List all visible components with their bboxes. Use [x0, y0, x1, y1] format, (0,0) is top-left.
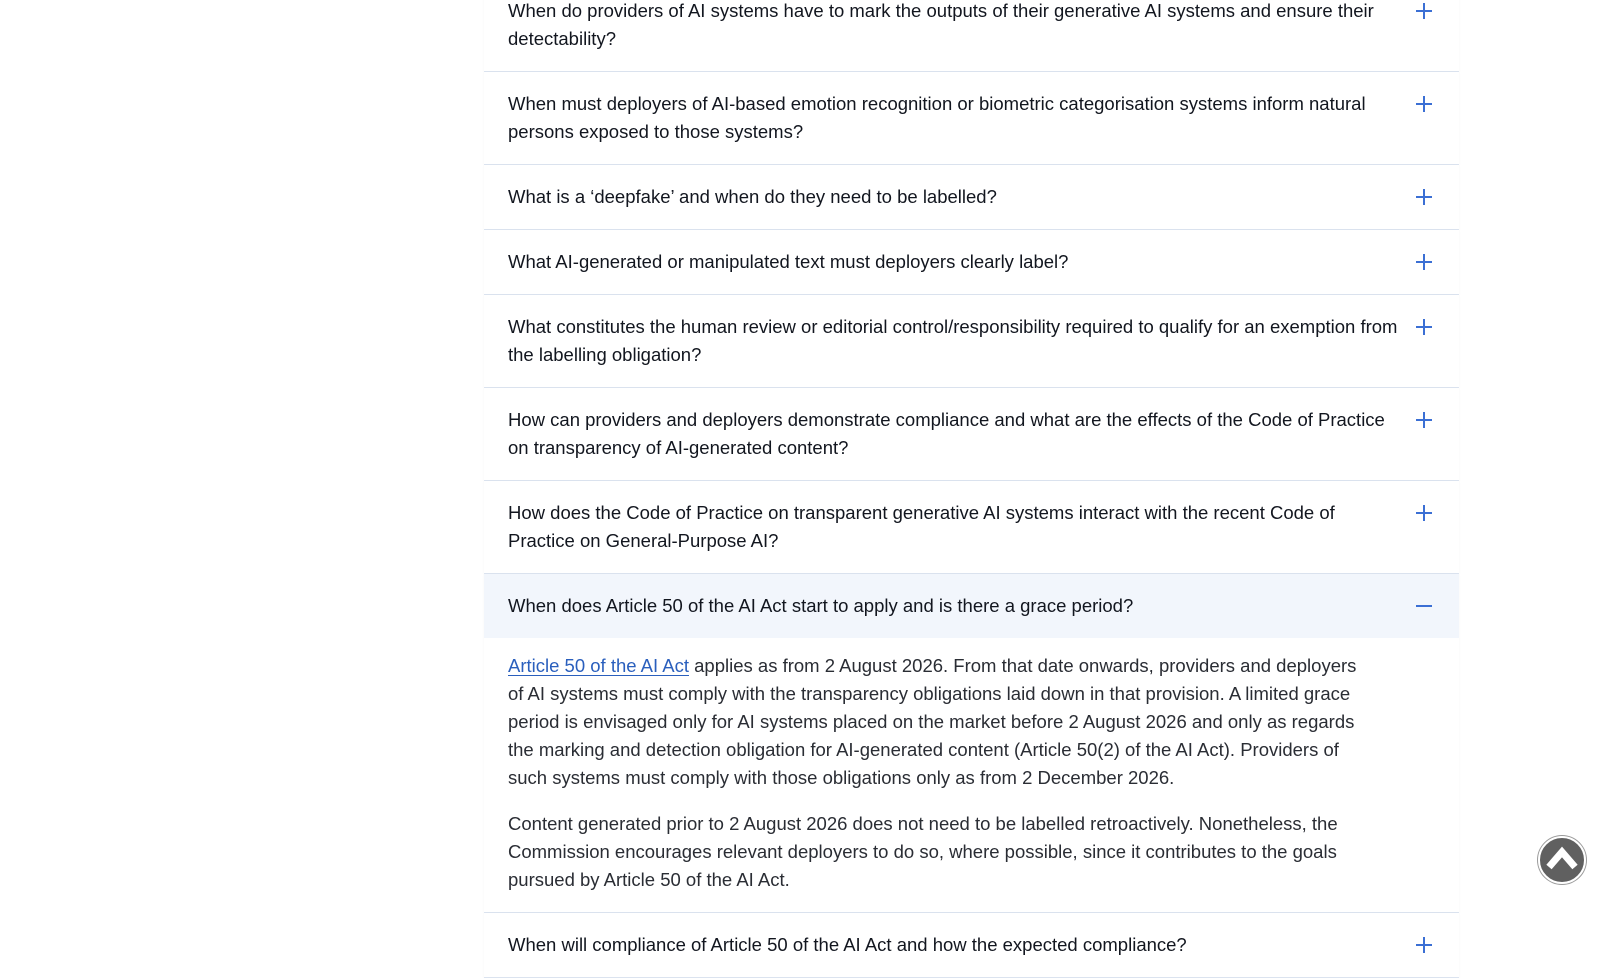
faq-item	[484, 388, 1459, 481]
answer-paragraph: Content generated prior to 2 August 2026 does not need to be labelled retroactively. Nonetheless, the Commission encourages relevant deployers to do so, where possible, since it contributes to the goals pursued by Article 50 of the AI Act.	[508, 813, 1338, 890]
faq-answer	[484, 638, 1459, 912]
faq-item	[484, 72, 1459, 165]
faq-item	[484, 165, 1459, 230]
plus-icon[interactable]	[1413, 409, 1435, 431]
article-50-link[interactable]: Article 50 of the AI Act	[508, 655, 689, 676]
plus-icon[interactable]	[1413, 502, 1435, 524]
faq-item-header[interactable]	[484, 165, 1459, 229]
plus-icon[interactable]	[1413, 316, 1435, 338]
faq-question: What AI-generated or manipulated text must deployers clearly label?	[508, 251, 1069, 272]
faq-item-header[interactable]	[484, 388, 1459, 480]
faq-item-header[interactable]	[484, 574, 1459, 638]
faq-question: When will compliance of Article 50 of the AI Act and how the expected compliance?	[508, 934, 1187, 955]
faq-item-header[interactable]	[484, 295, 1459, 387]
faq-question: When do providers of AI systems have to mark the outputs of their generative AI systems and ensure their detectability?	[508, 0, 1374, 49]
faq-accordion	[484, 0, 1459, 978]
plus-icon[interactable]	[1413, 251, 1435, 273]
plus-icon[interactable]	[1413, 0, 1435, 22]
plus-icon[interactable]	[1413, 934, 1435, 956]
minus-icon[interactable]	[1413, 595, 1435, 617]
faq-question: How does the Code of Practice on transparent generative AI systems interact with the recent Code of Practice on General-Purpose AI?	[508, 502, 1335, 551]
faq-question: When does Article 50 of the AI Act start to apply and is there a grace period?	[508, 595, 1134, 616]
faq-question: What is a ‘deepfake’ and when do they need to be labelled?	[508, 186, 997, 207]
faq-item-header[interactable]	[484, 481, 1459, 573]
back-to-top-button[interactable]	[1538, 836, 1586, 884]
faq-item-header[interactable]	[484, 230, 1459, 294]
faq-item-header[interactable]	[484, 913, 1459, 977]
faq-item-header[interactable]	[484, 0, 1459, 71]
faq-question: What constitutes the human review or editorial control/responsibility required to qualify for an exemption from the labelling obligation?	[508, 316, 1398, 365]
faq-question: How can providers and deployers demonstrate compliance and what are the effects of the Code of Practice on transparency of AI-generated content?	[508, 409, 1385, 458]
answer-text: applies as from 2 August 2026. From that date onwards, providers and deployers of AI systems must comply with the transparency obligations laid down in that provision. A limited grace period is envisaged only for AI systems placed on the market before 2 August 2026 and only as regards the marking and detection obligation for AI-generated content (Article 50(2) of the AI Act). Providers of such systems must comply with those obligations only as from 2 December 2026.	[508, 655, 1357, 788]
faq-item	[484, 230, 1459, 295]
faq-item	[484, 481, 1459, 574]
plus-icon[interactable]	[1413, 93, 1435, 115]
faq-item	[484, 0, 1459, 72]
faq-question: When must deployers of AI-based emotion recognition or biometric categorisation systems inform natural persons exposed to those systems?	[508, 93, 1366, 142]
plus-icon[interactable]	[1413, 186, 1435, 208]
chevron-up-icon	[1545, 843, 1579, 877]
faq-item-open	[484, 574, 1459, 913]
answer-paragraph	[508, 652, 1363, 792]
faq-item	[484, 295, 1459, 388]
faq-item-header[interactable]	[484, 72, 1459, 164]
faq-item	[484, 913, 1459, 978]
